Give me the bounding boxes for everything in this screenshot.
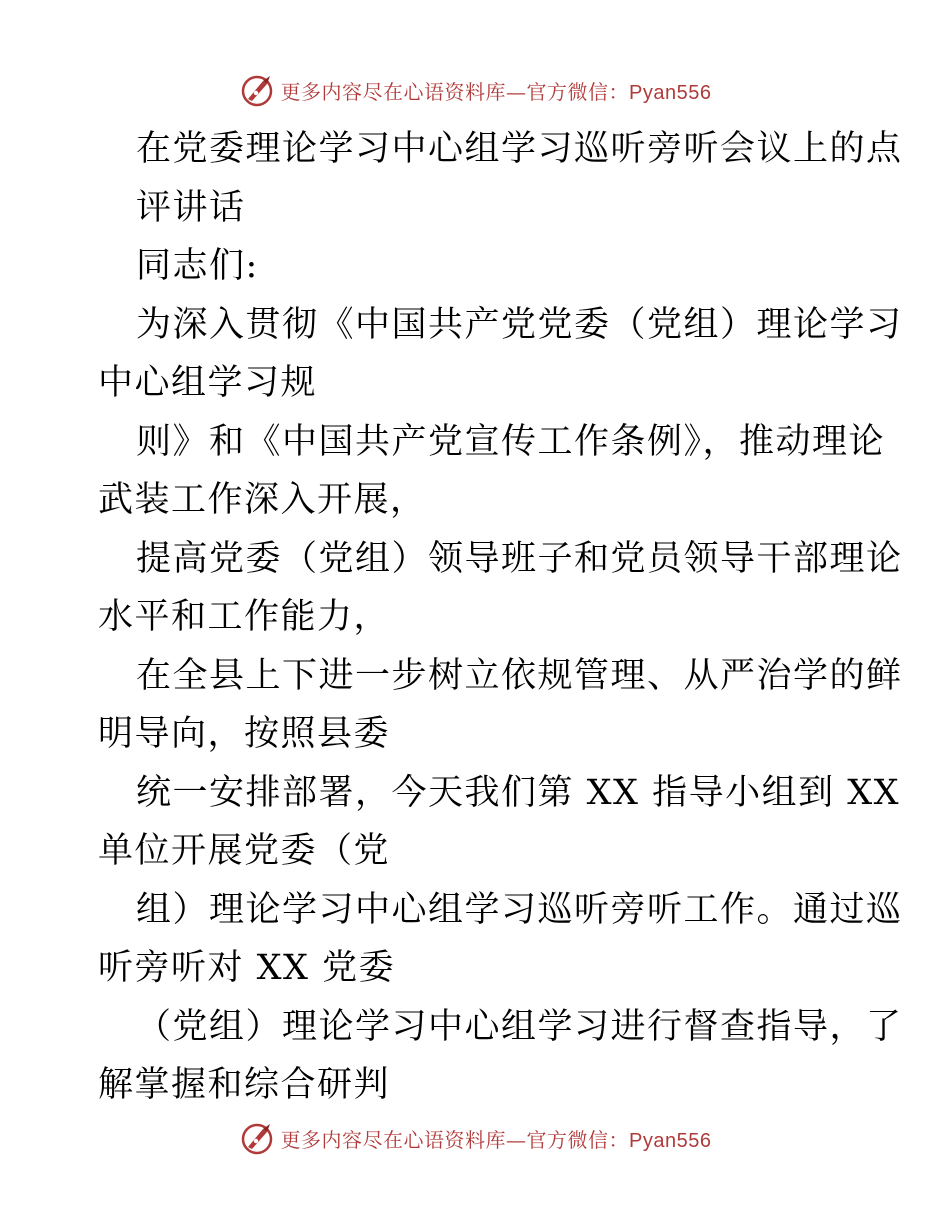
text-line: 水平和工作能力， xyxy=(98,597,391,637)
quill-pen-logo-icon xyxy=(239,72,275,108)
banner-text-cn: 更多内容尽在心语资料库—官方微信： xyxy=(280,1127,630,1152)
text-line: 解掌握和综合研判 xyxy=(98,1065,391,1105)
footer-banner xyxy=(0,1118,950,1158)
text-line: 为深入贯彻《中国共产党党委（党组）理论学习 xyxy=(136,304,903,345)
text-line: 听旁听对 XX 党委 xyxy=(98,948,396,988)
text-line: 武装工作深入开展， xyxy=(98,480,427,520)
text-line: 在全县上下进一步树立依规管理、从严治学的鲜 xyxy=(136,655,903,696)
text-line: 在党委理论学习中心组学习巡听旁听会议上的点 xyxy=(136,129,903,169)
text-line: 中心组学习规 xyxy=(98,363,318,403)
banner-text xyxy=(281,76,712,105)
banner-wechat-id: Pyan556 xyxy=(629,1129,712,1152)
document-body xyxy=(98,120,903,1115)
text-line: 则》和《中国共产党宣传工作条例》，推动理论 xyxy=(136,421,886,462)
text-line: 同志们: xyxy=(136,246,259,286)
text-line: 明导向，按照县委 xyxy=(98,714,391,754)
text-line: 单位开展党委（党 xyxy=(98,831,391,871)
text-line: 统一安排部署，今天我们第 XX 指导小组到 XX xyxy=(136,772,901,813)
banner-text-cn: 更多内容尽在心语资料库—官方微信： xyxy=(280,79,630,104)
quill-pen-logo-icon xyxy=(239,1120,275,1156)
text-line: 组）理论学习中心组学习巡听旁听工作。通过巡 xyxy=(136,889,903,930)
text-line: 提高党委（党组）领导班子和党员领导干部理论 xyxy=(136,538,903,579)
header-banner xyxy=(0,70,950,110)
text-line: 评讲话 xyxy=(136,187,246,228)
banner-text xyxy=(281,1124,712,1153)
banner-wechat-id: Pyan556 xyxy=(629,81,712,104)
text-line: （党组）理论学习中心组学习进行督查指导，了 xyxy=(136,1006,903,1047)
